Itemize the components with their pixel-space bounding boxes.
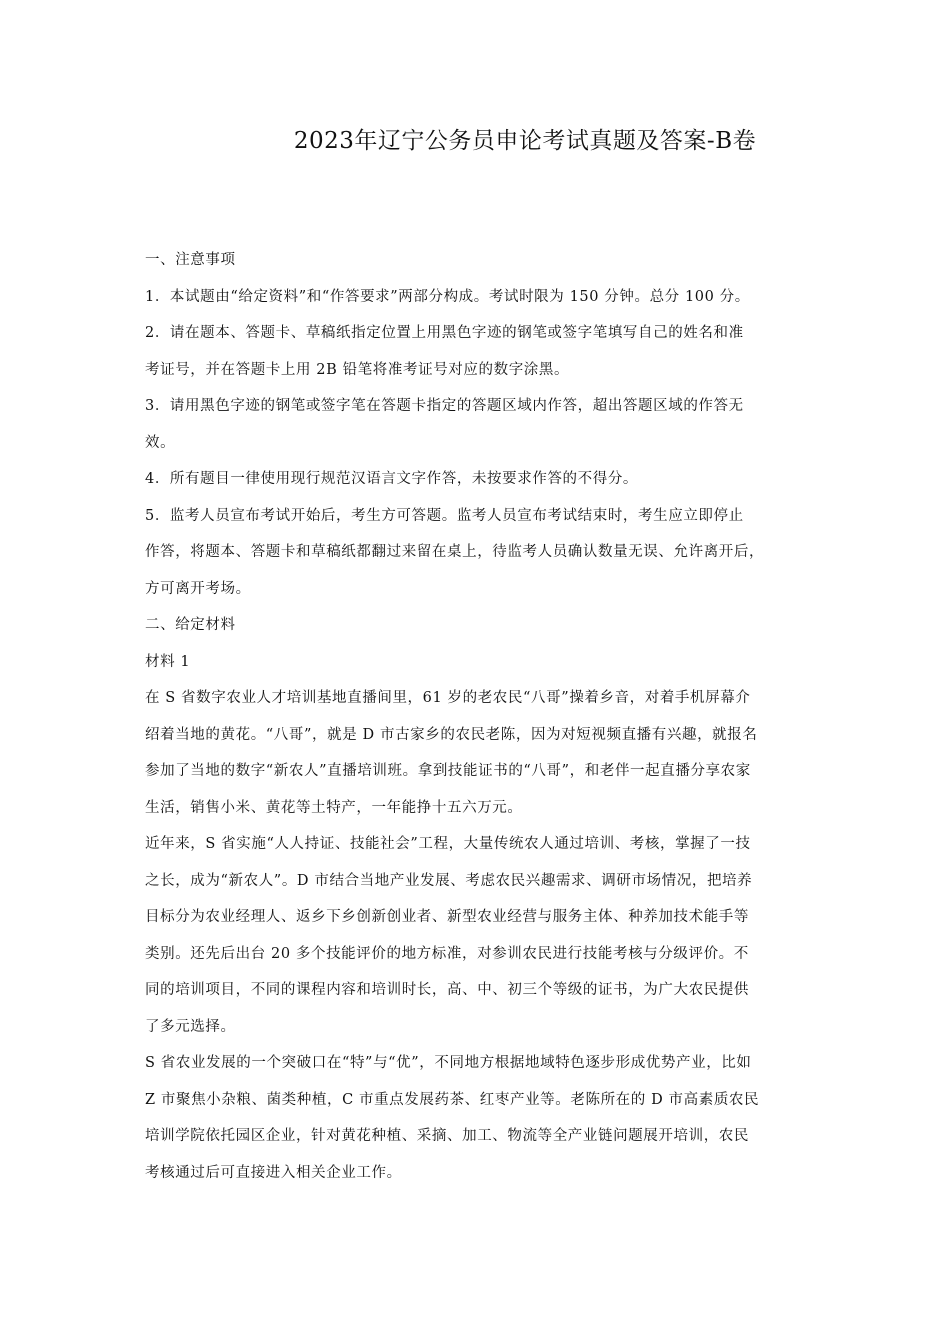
document-title: 2023年辽宁公务员申论考试真题及答案-B卷 [293, 128, 757, 154]
text-line: 绍着当地的黄花。“八哥”，就是 D 市古家乡的农民老陈，因为对短视频直播有兴趣，就报名 [145, 726, 758, 743]
text-line: 考核通过后可直接进入相关企业工作。 [145, 1164, 402, 1181]
text-line: 1．本试题由“给定资料”和“作答要求”两部分构成。考试时限为 150 分钟。总分 100 分。 [145, 288, 750, 305]
text-line: 目标分为农业经理人、返乡下乡创新创业者、新型农业经营与服务主体、种养加技术能手等 [145, 909, 749, 925]
text-line: 参加了当地的数字“新农人”直播培训班。拿到技能证书的“八哥”，和老伴一起直播分享农家 [145, 763, 751, 779]
text-line: S 省农业发展的一个突破口在“特”与“优”，不同地方根据地域特色逐步形成优势产业，比如 [145, 1055, 752, 1071]
text-line: 在 S 省数字农业人才培训基地直播间里，61 岁的老农民“八哥”操着乡音，对着手机屏幕介 [145, 690, 751, 706]
text-line: 作答，将题本、答题卡和草稿纸都翻过来留在桌上，待监考人员确认数量无误、允许离开后， [145, 544, 765, 560]
text-line: 方可离开考场。 [145, 580, 251, 597]
text-line: 近年来，S 省实施“人人持证、技能社会”工程，大量传统农人通过培训、考核，掌握了一技 [145, 836, 751, 852]
text-line: 类别。还先后出台 20 多个技能评价的地方标准，对参训农民进行技能考核与分级评价。不 [145, 945, 749, 962]
document-body [145, 242, 865, 1191]
text-line: 生活，销售小米、黄花等土特产，一年能挣十五六万元。 [145, 799, 523, 816]
text-line: 考证号，并在答题卡上用 2B 铅笔将准考证号对应的数字涂黑。 [145, 361, 570, 378]
text-line: 同的培训项目，不同的课程内容和培训时长，高、中、初三个等级的证书，为广大农民提供 [145, 982, 749, 998]
text-line: 培训学院依托园区企业，针对黄花种植、采摘、加工、物流等全产业链问题展开培训，农民 [145, 1128, 749, 1144]
text-line: 4．所有题目一律使用现行规范汉语言文字作答，未按要求作答的不得分。 [145, 471, 639, 487]
text-line: 效。 [145, 434, 176, 451]
text-line: Z 市聚焦小杂粮、菌类种植，C 市重点发展药茶、红枣产业等。老陈所在的 D 市高素质农民 [145, 1091, 760, 1108]
text-line: 二、给定材料 [145, 617, 236, 633]
text-line: 材料 1 [145, 653, 191, 670]
text-line: 2．请在题本、答题卡、草稿纸指定位置上用黑色字迹的钢笔或签字笔填写自己的姓名和准 [145, 325, 744, 341]
text-line: 5．监考人员宣布考试开始后，考生方可答题。监考人员宣布考试结束时，考生应立即停止 [145, 507, 744, 524]
text-line: 之长，成为“新农人”。D 市结合当地产业发展、考虑农民兴趣需求、调研市场情况，把培养 [145, 872, 753, 889]
text-line: 了多元选择。 [145, 1018, 236, 1035]
text-line: 3．请用黑色字迹的钢笔或签字笔在答题卡指定的答题区域内作答，超出答题区域的作答无 [145, 398, 744, 414]
text-line: 一、注意事项 [145, 252, 236, 268]
